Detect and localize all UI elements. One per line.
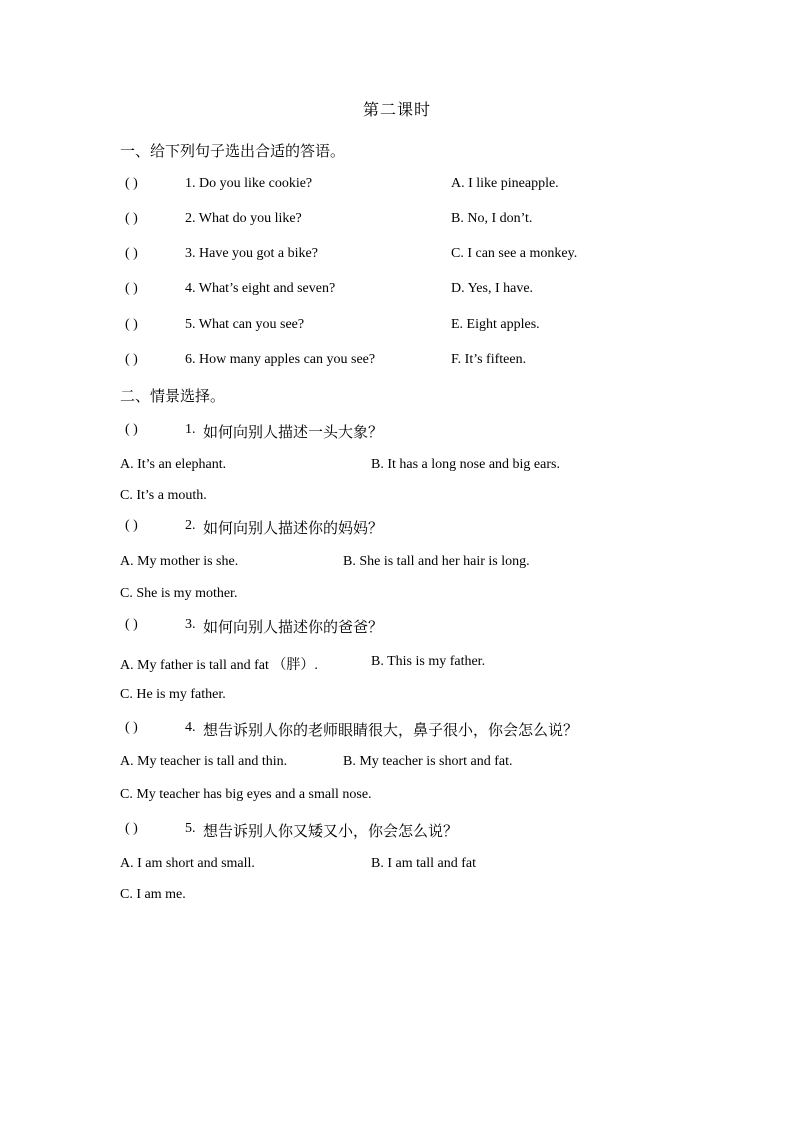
answer-option: E. Eight apples.	[451, 317, 540, 332]
question-text: 如何向别人描述你的妈妈？	[203, 519, 384, 537]
question-number: 4.	[185, 720, 196, 735]
question-number: 1.	[185, 422, 196, 437]
answer-option: B. No, I don’t.	[451, 211, 533, 226]
question-text: 1. Do you like cookie?	[185, 176, 313, 191]
option-b: B. This is my father.	[371, 654, 486, 669]
answer-blank[interactable]: ( )	[125, 617, 138, 632]
question-number: 5.	[185, 821, 196, 836]
answer-blank[interactable]: ( )	[125, 352, 138, 367]
answer-blank[interactable]: ( )	[125, 281, 138, 296]
option-a: A. I am short and small.	[120, 856, 255, 871]
option-c: C. My teacher has big eyes and a small nose.	[120, 787, 372, 802]
question-text: 2. What do you like?	[185, 211, 302, 226]
section1-heading: 一、给下列句子选出合适的答语。	[120, 142, 346, 160]
question-text: 3. Have you got a bike?	[185, 246, 318, 261]
option-a: A. My mother is she.	[120, 554, 239, 569]
question-text: 如何向别人描述一头大象？	[203, 423, 384, 441]
question-text: 4. What’s eight and seven?	[185, 281, 336, 296]
page-title: 第二课时	[362, 100, 431, 119]
option-a: A. It’s an elephant.	[120, 457, 227, 472]
option-b: B. My teacher is short and fat.	[343, 754, 513, 769]
section2-heading: 二、情景选择。	[120, 387, 226, 405]
question-text: 6. How many apples can you see?	[185, 352, 376, 367]
option-b: B. She is tall and her hair is long.	[343, 554, 530, 569]
option-b: B. It has a long nose and big ears.	[371, 457, 560, 472]
question-text: 如何向别人描述你的爸爸？	[203, 618, 384, 636]
option-c: C. I am me.	[120, 887, 186, 902]
answer-blank[interactable]: ( )	[125, 821, 138, 836]
answer-blank[interactable]: ( )	[125, 422, 138, 437]
question-text: 想告诉别人你的老师眼睛很大，鼻子很小，你会怎么说？	[203, 721, 579, 739]
question-text: 5. What can you see?	[185, 317, 305, 332]
answer-blank[interactable]: ( )	[125, 211, 138, 226]
answer-blank[interactable]: ( )	[125, 317, 138, 332]
option-c: C. She is my mother.	[120, 586, 238, 601]
answer-blank[interactable]: ( )	[125, 246, 138, 261]
option-c: C. It’s a mouth.	[120, 488, 207, 503]
option-b: B. I am tall and fat	[371, 856, 476, 871]
question-number: 3.	[185, 617, 196, 632]
option-a: A. My father is tall and fat （胖）.	[120, 658, 318, 673]
answer-blank[interactable]: ( )	[125, 518, 138, 533]
answer-option: F. It’s fifteen.	[451, 352, 527, 367]
answer-option: A. I like pineapple.	[451, 176, 559, 191]
answer-blank[interactable]: ( )	[125, 176, 138, 191]
question-text: 想告诉别人你又矮又小，你会怎么说？	[203, 822, 459, 840]
answer-blank[interactable]: ( )	[125, 720, 138, 735]
answer-option: C. I can see a monkey.	[451, 246, 578, 261]
option-c: C. He is my father.	[120, 687, 226, 702]
option-a: A. My teacher is tall and thin.	[120, 754, 288, 769]
answer-option: D. Yes, I have.	[451, 281, 534, 296]
question-number: 2.	[185, 518, 196, 533]
